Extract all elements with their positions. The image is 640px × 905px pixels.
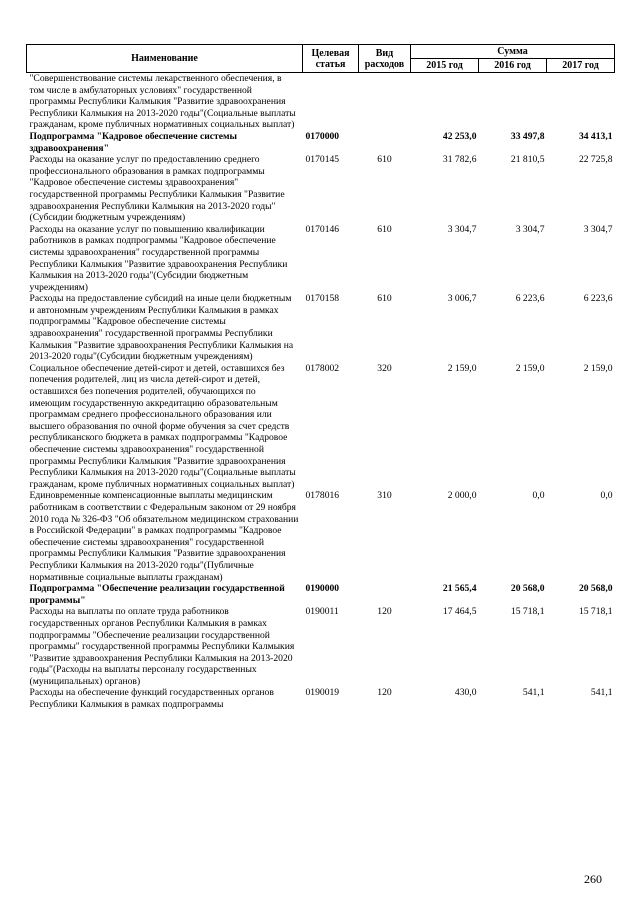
row-target-article: 0170145 [305,154,340,166]
row-expense-kind: 120 [377,687,392,699]
row-sum-2016: 33 497,8 [510,130,545,142]
row-sum-2015: 3 304,7 [447,223,477,235]
row-name: Подпрограмма "Обеспечение реализации государственной программы" [29,583,285,606]
row-sum-2017: 20 568,0 [578,583,613,595]
row-expense-kind [359,583,411,606]
table-row [27,73,615,131]
row-name: Расходы на обеспечение функций государственных органов Республики Калмыкия в рамках подпрограммы [29,687,274,711]
row-sum-2017: 3 304,7 [583,223,613,235]
row-sum-2017: 34 413,1 [578,130,613,142]
row-sum-2017: 22 725,8 [578,154,613,166]
row-sum-2015: 17 464,5 [442,606,477,618]
row-expense-kind: 310 [377,490,392,502]
row-name: Расходы на оказание услуг по повышению квалификации работников в рамках подпрограммы "Кадровое обеспечение системы здравоохранения" государственной программы Республики Калмыкия "Развитие здравоохранения Республики Калмыкия на 2013-2020 годы"(Субсидии бюджетным учреждениям) [29,223,288,293]
budget-page [26,44,614,711]
row-sum-2017: 2 159,0 [583,362,613,374]
row-sum-2016: 20 568,0 [510,583,545,595]
table-body [27,73,615,711]
row-sum-2016 [479,73,547,131]
row-name: Социальное обеспечение детей-сирот и детей, оставшихся без попечения родителей, лиц из числа детей-сирот и детей, оставшихся без попечения родителей, обучающихся по имеющим государственную аккредитацию образовательным программам среднего профессионального образования или высшего образования по очной форме обучения за счет средств республиканского бюджета в рамках подпрограммы "Кадровое обеспечение системы здравоохранения" государственной программы Республики Калмыкия "Развитие здравоохранения Республики Калмыкия на 2013-2020 годы"(Социальные выплаты гражданам, кроме публичных нормативных социальных выплат) [29,362,296,490]
table-row [27,131,615,154]
row-sum-2017: 0,0 [600,490,613,502]
page-number: 260 [584,872,602,886]
row-sum-2017: 6 223,6 [583,293,613,305]
row-sum-2016: 541,1 [522,687,545,699]
row-name: Расходы на выплаты по оплате труда работников государственных органов Республики Калмыкия в рамках подпрограммы "Обеспечение реализации государственной программы" государственной программы Республики Калмыкия "Развитие здравоохранения Республики Калмыкия на 2013-2020 годы"(Расходы на выплаты персоналу государственных (муниципальных) органов) [29,606,295,687]
row-name: Расходы на оказание услуг по предоставлению среднего профессионального образования в рамках подпрограммы "Кадровое обеспечение системы здравоохранения" государственной программы Республики Калмыкия "Развитие здравоохранения Республики Калмыкия на 2013-2020 годы"(Субсидии бюджетным учреждениям) [29,154,285,224]
row-sum-2016: 0,0 [532,490,545,502]
row-target-article: 0170158 [305,293,340,305]
budget-table [26,44,615,711]
row-target-article: 0190011 [305,606,339,618]
row-sum-2015 [411,73,479,131]
table-row [27,606,615,687]
row-sum-2015: 21 565,4 [442,583,477,595]
row-sum-2017 [547,73,615,131]
row-expense-kind: 610 [377,223,392,235]
row-target-article: 0178002 [305,362,340,374]
row-expense-kind [359,73,411,131]
table-row [27,363,615,491]
row-target-article: 0190019 [305,687,340,699]
table-row [27,154,615,224]
table-row [27,583,615,606]
row-sum-2016: 2 159,0 [515,362,545,374]
row-sum-2017: 541,1 [590,687,613,699]
row-name: Подпрограмма "Кадровое обеспечение системы здравоохранения" [29,130,238,154]
row-expense-kind: 610 [377,293,392,305]
row-sum-2015: 2 159,0 [447,362,477,374]
row-sum-2017: 15 718,1 [578,606,613,618]
row-sum-2015: 2 000,0 [447,490,477,502]
row-target-article: 0170000 [305,130,340,142]
row-target-article: 0178016 [305,490,340,502]
row-expense-kind: 610 [377,154,392,166]
row-sum-2016: 3 304,7 [515,223,545,235]
row-sum-2016: 21 810,5 [510,154,545,166]
header-kind: Вид расходов [359,45,411,73]
table-row [27,293,615,363]
header-2016: 2016 год [479,59,547,73]
row-name: "Совершенствование системы лекарственного обеспечения, в том числе в амбулаторных условиях" государственной программы Республики Калмыкия "Развитие здравоохранения Республики Калмыкия на 2013-2020 годы"(Социальные выплаты гражданам, кроме публичных нормативных социальных выплат) [29,73,296,131]
row-sum-2015: 430,0 [454,687,477,699]
header-2015: 2015 год [411,59,479,73]
row-sum-2015: 42 253,0 [442,130,477,142]
row-name: Единовременные компенсационные выплаты медицинским работникам в соответствии с Федеральным законом от 29 ноября 2010 года № 326-ФЗ "Об обязательном медицинском страховании в Российской Федерации" в рамках подпрограммы "Кадровое обеспечение системы здравоохранения" государственной программы Республики Калмыкия "Развитие здравоохранения Республики Калмыкия на 2013-2020 годы"(Публичные нормативные социальные выплаты гражданам) [29,490,299,583]
row-sum-2015: 31 782,6 [442,154,477,166]
header-article: Целевая статья [303,45,359,73]
table-row [27,687,615,710]
row-sum-2015: 3 006,7 [447,293,477,305]
row-expense-kind: 120 [377,606,392,618]
table-header [27,45,615,73]
row-target-article [303,73,359,131]
table-row [27,490,615,583]
header-2017: 2017 год [547,59,615,73]
row-sum-2016: 15 718,1 [510,606,545,618]
header-name: Наименование [27,45,303,73]
row-sum-2016: 6 223,6 [515,293,545,305]
row-expense-kind [359,131,411,154]
row-target-article: 0170146 [305,223,340,235]
row-expense-kind: 320 [377,362,392,374]
row-target-article: 0190000 [305,583,340,595]
table-row [27,224,615,294]
header-sum: Сумма [411,45,615,59]
row-name: Расходы на предоставление субсидий на иные цели бюджетным и автономным учреждениям Республики Калмыкия в рамках подпрограммы "Кадровое обеспечение системы здравоохранения" государственной программы Республики Калмыкия "Развитие здравоохранения Республики Калмыкия на 2013-2020 годы"(Субсидии бюджетным учреждениям) [29,293,294,363]
